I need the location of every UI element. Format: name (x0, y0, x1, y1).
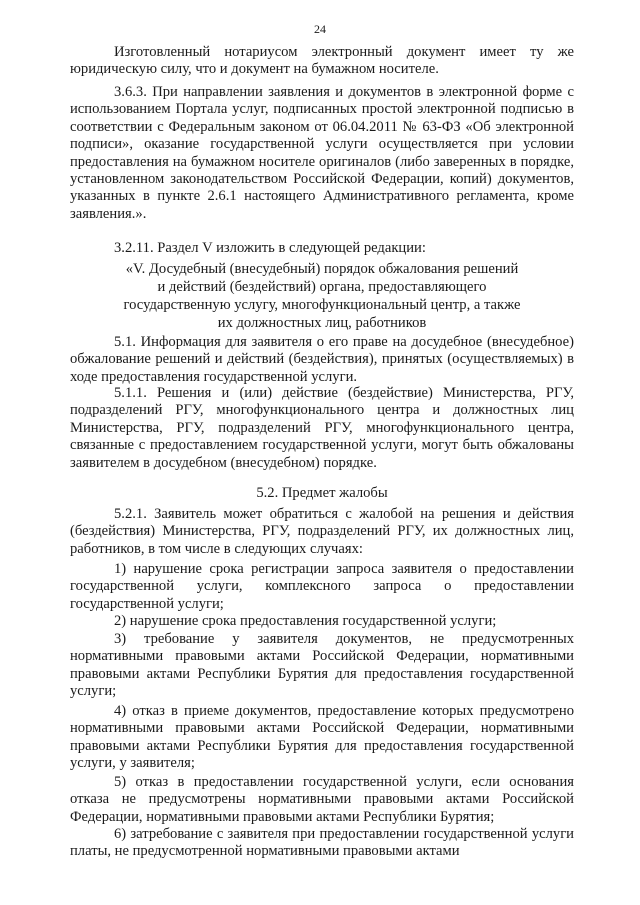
paragraph: 5.1. Информация для заявителя о его праве на досудебное (внесудебное) обжалование решений и действий (бездействия), принятых (осуществляемых) в ходе предоставления государственной услуги. (70, 334, 574, 385)
paragraph: 3.6.3. При направлении заявления и документов в электронной форме с использованием Портала услуг, подписанных простой электронной подписью в соответствии с Федеральным законом от 06.04.2011 № 63-ФЗ «Об электронной подписи», оказание государственной услуги осуществляется при условии предоставления на бумажном носителе оригиналов (либо заверенных в порядке, установленном законодательством Российской Федерации, копий) документов, указанных в пункте 2.6.1 настоящего Административного регламента, кроме заявления.». (70, 84, 574, 222)
section-title-line: их должностных лиц, работников (217, 315, 427, 331)
paragraph: 3.2.11. Раздел V изложить в следующей редакции: (114, 240, 426, 256)
list-item: 4) отказ в приеме документов, предоставление которых предусмотрено нормативными правовыми актами Российской Федерации, нормативными правовыми актами Республики Бурятия для предоставления государственной услуги, у заявителя; (70, 703, 574, 772)
list-item: 2) нарушение срока предоставления государственной услуги; (114, 613, 497, 629)
list-item: 1) нарушение срока регистрации запроса заявителя о предоставлении государственной услуги, комплексного запроса о предоставлении государственной услуги; (70, 561, 574, 612)
section-title-line: «V. Досудебный (внесудебный) порядок обжалования решений (125, 261, 519, 277)
list-item: 3) требование у заявителя документов, не предусмотренных нормативными правовыми актами Российской Федерации, нормативными правовыми актами Республики Бурятия для предоставления государственной услуги; (70, 631, 574, 700)
paragraph: 5.1.1. Решения и (или) действие (бездействие) Министерства, РГУ, подразделений РГУ, многофункционального центра и должностных лиц Министерства, РГУ, подразделений РГУ, многофункционального центра, связанные с предоставлением государственной услуги, могут быть обжалованы заявителем в досудебном (внесудебном) порядке. (70, 385, 574, 471)
list-item: 5) отказ в предоставлении государственной услуги, если основания отказа не предусмотрены нормативными правовыми актами Российской Федерации, нормативными правовыми актами Республики Бурятия; (70, 774, 574, 825)
section-title-line: государственную услугу, многофункциональный центр, а также (123, 297, 521, 313)
page-number: 24 (314, 22, 326, 36)
paragraph: Изготовленный нотариусом электронный документ имеет ту же юридическую силу, что и документ на бумажном носителе. (70, 44, 574, 78)
paragraph: 5.2.1. Заявитель может обратиться с жалобой на решения и действия (бездействия) Министерства, РГУ, подразделений РГУ, их должностных лиц, работников, в том числе в следующих случаях: (70, 506, 574, 557)
list-item: 6) затребование с заявителя при предоставлении государственной услуги платы, не предусмотренной нормативными правовыми актами (70, 826, 574, 860)
section-title-line: и действий (бездействий) органа, предоставляющего (157, 279, 487, 295)
subsection-title: 5.2. Предмет жалобы (256, 485, 388, 501)
